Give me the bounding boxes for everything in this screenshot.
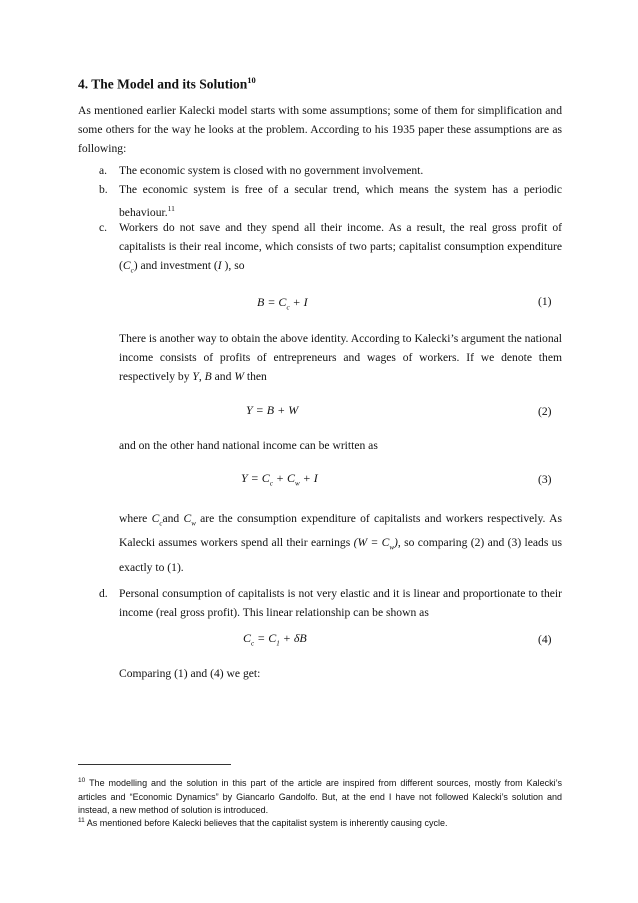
equation-1: $B = C_c + I$ [257,295,308,312]
intro-paragraph: As mentioned earlier Kalecki model starts with some assumptions; some of them for simplification and some others for the way he looks at the problem. According to his 1935 paper these assumptions are as following: [78,104,562,155]
equation-number-1: (1) [538,295,552,308]
list-marker-b: b. [99,183,108,196]
footnote-ref-11[interactable]: 11 [167,204,175,213]
paragraph-c-3: and on the other hand national income can be written as [119,439,378,452]
footnote-ref-10[interactable]: 10 [247,75,256,85]
list-item-d: Personal consumption of capitalists is not very elastic and it is linear and proportionate to their income (real gross profit). This linear relationship can be shown as [119,587,562,619]
list-marker-a: a. [99,164,108,177]
equation-4: $C_c = C_1 + \delta B$ [243,631,307,648]
paragraph-c-2: There is another way to obtain the above identity. According to Kalecki’s argument the national income consists of profits of entrepreneurs and wages of workers. If we denote them respectively by Y, B and W then [119,332,563,383]
equation-2: Y = B + W [246,403,299,417]
footnote-10: $^{10}$ The modelling and the solution in this part of the article are inspired from different sources, mostly from Kalecki’s articles and “Economic Dynamics” by Giancarlo Gandolfo. But, at the end I have not followed Kalecki’s solution and instead, a new method of solution is introduced. [78,777,562,816]
var-i: I [217,259,222,272]
section-heading: 4. The Model and its Solution$^{10}$ [78,75,256,92]
paragraph-c-4: where $C_cand$ $C_w$ are the consumption expenditure of capitalists and workers respectively. As Kalecki assumes workers spend all their earnings $(W = C_w)$, so comparing (2) and (3) leads us exactly to (1). [119,512,562,574]
footnote-separator [78,764,231,765]
var-cc: $C_c$ [122,259,134,275]
paragraph-d-2: Comparing (1) and (4) we get: [119,667,261,680]
list-marker-c: c. [99,221,108,234]
equation-number-2: (2) [538,405,552,418]
list-item-c: Workers do not save and they spend all their income. As a result, the real gross profit of capitalists is their real income, which consists of two parts; capitalist consumption expenditure $(C_c)$ and investment (I ), so [119,221,562,275]
equation-3: $Y = C_c + C_w + I$ [241,471,318,488]
list-marker-d: d. [99,587,108,600]
list-item-b: The economic system is free of a secular trend, which means the system has a periodic behaviour.$^{11}$ [119,183,562,219]
equation-number-4: (4) [538,633,552,646]
equation-number-3: (3) [538,473,552,486]
list-item-a: The economic system is closed with no government involvement. [119,164,424,177]
footnote-11: $^{11}$ As mentioned before Kalecki believes that the capitalist system is inherently causing cycle. [78,817,448,828]
